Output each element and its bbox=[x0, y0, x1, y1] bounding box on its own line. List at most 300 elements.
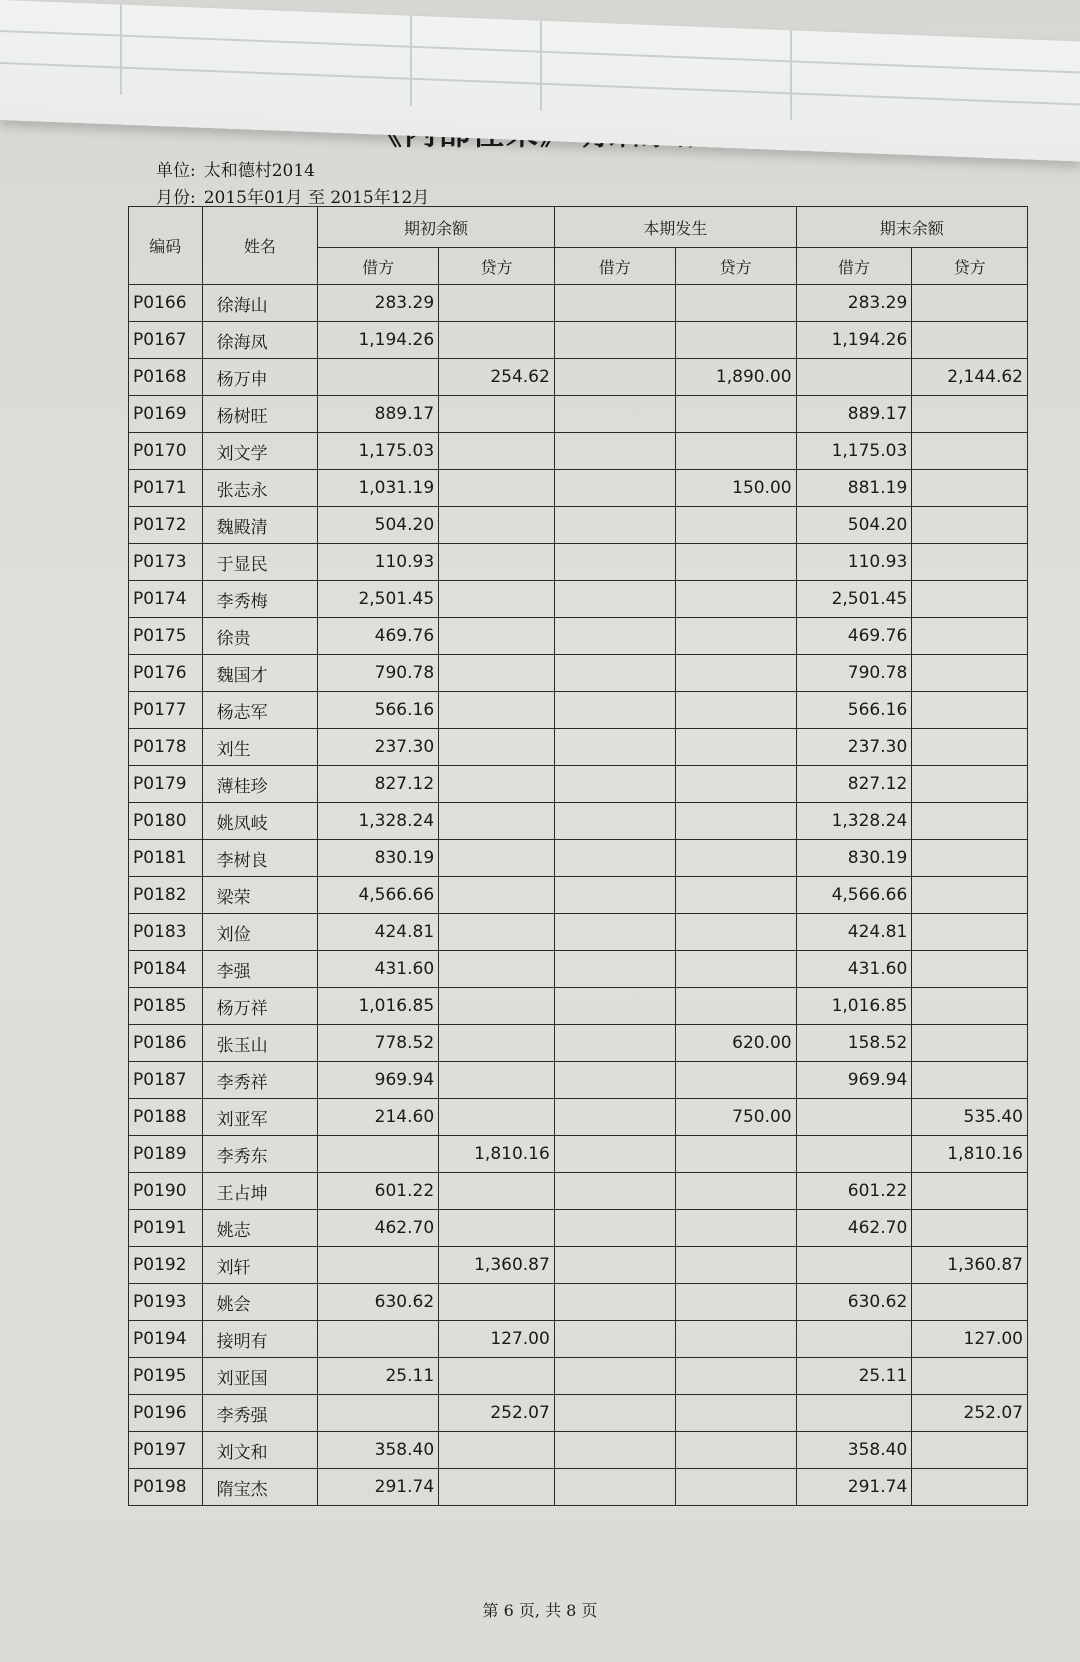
row-name: 姚凤岐 bbox=[202, 803, 318, 840]
row-code: P0189 bbox=[129, 1136, 203, 1173]
closing-credit bbox=[912, 914, 1028, 951]
current-credit bbox=[675, 840, 796, 877]
opening-debit: 110.93 bbox=[318, 544, 439, 581]
row-code: P0177 bbox=[129, 692, 203, 729]
header-closing: 期末余额 bbox=[796, 207, 1027, 248]
row-name: 杨万祥 bbox=[202, 988, 318, 1025]
table-row bbox=[129, 914, 1028, 951]
current-credit bbox=[675, 877, 796, 914]
opening-credit: 1,360.87 bbox=[439, 1247, 555, 1284]
table-row bbox=[129, 951, 1028, 988]
closing-debit: 469.76 bbox=[796, 618, 912, 655]
closing-credit bbox=[912, 1358, 1028, 1395]
table-row bbox=[129, 1099, 1028, 1136]
row-code: P0195 bbox=[129, 1358, 203, 1395]
table-row bbox=[129, 988, 1028, 1025]
closing-debit bbox=[796, 1136, 912, 1173]
row-code: P0170 bbox=[129, 433, 203, 470]
current-debit bbox=[554, 840, 675, 877]
closing-debit: 601.22 bbox=[796, 1173, 912, 1210]
row-code: P0176 bbox=[129, 655, 203, 692]
current-debit bbox=[554, 766, 675, 803]
closing-credit: 535.40 bbox=[912, 1099, 1028, 1136]
unit-line bbox=[156, 156, 315, 181]
table-row bbox=[129, 1247, 1028, 1284]
row-name: 李秀东 bbox=[202, 1136, 318, 1173]
opening-debit: 462.70 bbox=[318, 1210, 439, 1247]
row-name: 刘文学 bbox=[202, 433, 318, 470]
current-credit bbox=[675, 618, 796, 655]
row-name: 徐海凤 bbox=[202, 322, 318, 359]
opening-debit: 4,566.66 bbox=[318, 877, 439, 914]
row-code: P0169 bbox=[129, 396, 203, 433]
closing-debit bbox=[796, 1395, 912, 1432]
current-credit bbox=[675, 729, 796, 766]
opening-credit: 1,810.16 bbox=[439, 1136, 555, 1173]
page-footer: 第 6 页, 共 8 页 bbox=[482, 1601, 598, 1620]
current-credit bbox=[675, 655, 796, 692]
opening-credit bbox=[439, 803, 555, 840]
row-code: P0194 bbox=[129, 1321, 203, 1358]
closing-credit bbox=[912, 655, 1028, 692]
opening-credit bbox=[439, 1432, 555, 1469]
closing-debit: 462.70 bbox=[796, 1210, 912, 1247]
opening-debit: 1,175.03 bbox=[318, 433, 439, 470]
opening-credit bbox=[439, 470, 555, 507]
row-name: 刘轩 bbox=[202, 1247, 318, 1284]
opening-credit bbox=[439, 1469, 555, 1506]
closing-debit: 291.74 bbox=[796, 1469, 912, 1506]
current-debit bbox=[554, 1136, 675, 1173]
current-credit bbox=[675, 322, 796, 359]
row-code: P0171 bbox=[129, 470, 203, 507]
current-credit bbox=[675, 285, 796, 322]
opening-debit: 504.20 bbox=[318, 507, 439, 544]
current-credit bbox=[675, 507, 796, 544]
table-row bbox=[129, 1321, 1028, 1358]
opening-credit bbox=[439, 951, 555, 988]
opening-debit: 291.74 bbox=[318, 1469, 439, 1506]
closing-credit: 127.00 bbox=[912, 1321, 1028, 1358]
header-opening-credit: 贷方 bbox=[439, 248, 555, 285]
unit-value: 太和德村2014 bbox=[203, 161, 315, 181]
closing-credit bbox=[912, 877, 1028, 914]
table-row bbox=[129, 692, 1028, 729]
table-row bbox=[129, 507, 1028, 544]
row-name: 薄桂珍 bbox=[202, 766, 318, 803]
current-credit bbox=[675, 766, 796, 803]
closing-credit bbox=[912, 766, 1028, 803]
opening-debit: 237.30 bbox=[318, 729, 439, 766]
opening-debit: 778.52 bbox=[318, 1025, 439, 1062]
closing-debit: 1,328.24 bbox=[796, 803, 912, 840]
opening-debit: 283.29 bbox=[318, 285, 439, 322]
row-name: 徐海山 bbox=[202, 285, 318, 322]
current-debit bbox=[554, 1469, 675, 1506]
row-name: 梁荣 bbox=[202, 877, 318, 914]
opening-credit bbox=[439, 1062, 555, 1099]
header-current-debit: 借方 bbox=[554, 248, 675, 285]
current-debit bbox=[554, 1247, 675, 1284]
opening-credit bbox=[439, 729, 555, 766]
row-code: P0181 bbox=[129, 840, 203, 877]
current-debit bbox=[554, 951, 675, 988]
current-debit bbox=[554, 359, 675, 396]
table-row bbox=[129, 470, 1028, 507]
closing-debit: 889.17 bbox=[796, 396, 912, 433]
opening-debit: 2,501.45 bbox=[318, 581, 439, 618]
opening-debit: 790.78 bbox=[318, 655, 439, 692]
closing-credit: 1,810.16 bbox=[912, 1136, 1028, 1173]
row-name: 李秀强 bbox=[202, 1395, 318, 1432]
current-credit: 750.00 bbox=[675, 1099, 796, 1136]
table-row bbox=[129, 618, 1028, 655]
opening-debit: 827.12 bbox=[318, 766, 439, 803]
row-name: 魏殿清 bbox=[202, 507, 318, 544]
current-debit bbox=[554, 581, 675, 618]
current-debit bbox=[554, 877, 675, 914]
opening-debit: 25.11 bbox=[318, 1358, 439, 1395]
closing-debit: 283.29 bbox=[796, 285, 912, 322]
current-debit bbox=[554, 655, 675, 692]
opening-credit bbox=[439, 692, 555, 729]
closing-credit bbox=[912, 803, 1028, 840]
closing-debit bbox=[796, 1321, 912, 1358]
row-code: P0173 bbox=[129, 544, 203, 581]
opening-credit bbox=[439, 1210, 555, 1247]
opening-credit bbox=[439, 285, 555, 322]
table-row bbox=[129, 1432, 1028, 1469]
row-code: P0185 bbox=[129, 988, 203, 1025]
row-name: 张玉山 bbox=[202, 1025, 318, 1062]
row-code: P0186 bbox=[129, 1025, 203, 1062]
closing-debit: 424.81 bbox=[796, 914, 912, 951]
table-row bbox=[129, 729, 1028, 766]
current-credit bbox=[675, 1321, 796, 1358]
row-code: P0172 bbox=[129, 507, 203, 544]
closing-credit bbox=[912, 1173, 1028, 1210]
row-code: P0184 bbox=[129, 951, 203, 988]
opening-credit bbox=[439, 1025, 555, 1062]
current-credit bbox=[675, 581, 796, 618]
closing-credit bbox=[912, 692, 1028, 729]
opening-credit bbox=[439, 322, 555, 359]
closing-credit bbox=[912, 544, 1028, 581]
current-credit bbox=[675, 433, 796, 470]
header-opening: 期初余额 bbox=[318, 207, 555, 248]
row-code: P0188 bbox=[129, 1099, 203, 1136]
opening-credit: 127.00 bbox=[439, 1321, 555, 1358]
closing-debit: 2,501.45 bbox=[796, 581, 912, 618]
closing-credit bbox=[912, 1469, 1028, 1506]
closing-debit: 358.40 bbox=[796, 1432, 912, 1469]
closing-credit bbox=[912, 507, 1028, 544]
closing-debit: 827.12 bbox=[796, 766, 912, 803]
closing-credit bbox=[912, 988, 1028, 1025]
opening-debit: 469.76 bbox=[318, 618, 439, 655]
current-debit bbox=[554, 433, 675, 470]
header-opening-debit: 借方 bbox=[318, 248, 439, 285]
table-row bbox=[129, 396, 1028, 433]
table-row bbox=[129, 840, 1028, 877]
closing-credit bbox=[912, 396, 1028, 433]
opening-debit: 969.94 bbox=[318, 1062, 439, 1099]
overlapping-sheet bbox=[0, 0, 1080, 161]
current-debit bbox=[554, 1284, 675, 1321]
table-row bbox=[129, 1173, 1028, 1210]
row-name: 王占坤 bbox=[202, 1173, 318, 1210]
current-credit bbox=[675, 914, 796, 951]
closing-debit: 237.30 bbox=[796, 729, 912, 766]
current-credit: 150.00 bbox=[675, 470, 796, 507]
table-row bbox=[129, 359, 1028, 396]
row-name: 张志永 bbox=[202, 470, 318, 507]
current-credit: 1,890.00 bbox=[675, 359, 796, 396]
row-code: P0193 bbox=[129, 1284, 203, 1321]
opening-credit bbox=[439, 544, 555, 581]
table-row bbox=[129, 766, 1028, 803]
row-name: 杨志军 bbox=[202, 692, 318, 729]
opening-credit bbox=[439, 507, 555, 544]
closing-credit: 2,144.62 bbox=[912, 359, 1028, 396]
row-name: 刘亚军 bbox=[202, 1099, 318, 1136]
closing-credit bbox=[912, 581, 1028, 618]
row-code: P0179 bbox=[129, 766, 203, 803]
closing-debit: 431.60 bbox=[796, 951, 912, 988]
current-credit bbox=[675, 1284, 796, 1321]
table-row bbox=[129, 322, 1028, 359]
row-code: P0196 bbox=[129, 1395, 203, 1432]
table-row bbox=[129, 581, 1028, 618]
row-code: P0183 bbox=[129, 914, 203, 951]
current-credit bbox=[675, 803, 796, 840]
closing-debit: 566.16 bbox=[796, 692, 912, 729]
row-name: 魏国才 bbox=[202, 655, 318, 692]
row-name: 刘俭 bbox=[202, 914, 318, 951]
current-credit bbox=[675, 1247, 796, 1284]
closing-debit bbox=[796, 1099, 912, 1136]
current-debit bbox=[554, 692, 675, 729]
opening-credit bbox=[439, 618, 555, 655]
opening-debit: 889.17 bbox=[318, 396, 439, 433]
opening-credit bbox=[439, 840, 555, 877]
row-name: 姚志 bbox=[202, 1210, 318, 1247]
current-debit bbox=[554, 1099, 675, 1136]
current-credit bbox=[675, 544, 796, 581]
current-debit bbox=[554, 1358, 675, 1395]
opening-debit bbox=[318, 1136, 439, 1173]
closing-credit bbox=[912, 433, 1028, 470]
opening-debit: 1,194.26 bbox=[318, 322, 439, 359]
row-name: 李树良 bbox=[202, 840, 318, 877]
opening-credit bbox=[439, 433, 555, 470]
table-row bbox=[129, 433, 1028, 470]
row-code: P0178 bbox=[129, 729, 203, 766]
opening-credit bbox=[439, 914, 555, 951]
closing-credit bbox=[912, 470, 1028, 507]
opening-debit bbox=[318, 1395, 439, 1432]
closing-debit: 4,566.66 bbox=[796, 877, 912, 914]
current-debit bbox=[554, 507, 675, 544]
current-credit bbox=[675, 951, 796, 988]
current-credit: 620.00 bbox=[675, 1025, 796, 1062]
row-name: 于显民 bbox=[202, 544, 318, 581]
opening-debit: 630.62 bbox=[318, 1284, 439, 1321]
closing-debit bbox=[796, 1247, 912, 1284]
opening-credit bbox=[439, 655, 555, 692]
closing-debit: 158.52 bbox=[796, 1025, 912, 1062]
row-name: 徐贵 bbox=[202, 618, 318, 655]
current-credit bbox=[675, 1136, 796, 1173]
opening-credit bbox=[439, 766, 555, 803]
table-row bbox=[129, 877, 1028, 914]
row-name: 刘文和 bbox=[202, 1432, 318, 1469]
table-row bbox=[129, 1284, 1028, 1321]
closing-credit bbox=[912, 322, 1028, 359]
opening-credit bbox=[439, 396, 555, 433]
opening-credit bbox=[439, 1358, 555, 1395]
opening-debit: 214.60 bbox=[318, 1099, 439, 1136]
current-debit bbox=[554, 729, 675, 766]
row-code: P0180 bbox=[129, 803, 203, 840]
closing-credit bbox=[912, 1432, 1028, 1469]
table-row bbox=[129, 1210, 1028, 1247]
current-credit bbox=[675, 1469, 796, 1506]
closing-debit: 110.93 bbox=[796, 544, 912, 581]
current-credit bbox=[675, 1173, 796, 1210]
row-name: 隋宝杰 bbox=[202, 1469, 318, 1506]
current-debit bbox=[554, 1210, 675, 1247]
closing-debit: 1,016.85 bbox=[796, 988, 912, 1025]
row-code: P0182 bbox=[129, 877, 203, 914]
table-row bbox=[129, 544, 1028, 581]
opening-credit bbox=[439, 1173, 555, 1210]
closing-debit: 830.19 bbox=[796, 840, 912, 877]
row-name: 李强 bbox=[202, 951, 318, 988]
unit-label: 单位: bbox=[156, 161, 196, 181]
current-debit bbox=[554, 988, 675, 1025]
closing-debit: 504.20 bbox=[796, 507, 912, 544]
row-name: 杨万申 bbox=[202, 359, 318, 396]
closing-credit: 1,360.87 bbox=[912, 1247, 1028, 1284]
opening-debit bbox=[318, 359, 439, 396]
opening-debit: 431.60 bbox=[318, 951, 439, 988]
table-row bbox=[129, 803, 1028, 840]
current-credit bbox=[675, 692, 796, 729]
closing-credit bbox=[912, 951, 1028, 988]
opening-debit: 1,031.19 bbox=[318, 470, 439, 507]
row-name: 杨树旺 bbox=[202, 396, 318, 433]
opening-debit: 1,016.85 bbox=[318, 988, 439, 1025]
opening-debit: 424.81 bbox=[318, 914, 439, 951]
opening-credit: 254.62 bbox=[439, 359, 555, 396]
opening-debit bbox=[318, 1321, 439, 1358]
table-row bbox=[129, 1358, 1028, 1395]
opening-credit bbox=[439, 1099, 555, 1136]
month-line bbox=[156, 183, 429, 208]
opening-debit bbox=[318, 1247, 439, 1284]
row-code: P0187 bbox=[129, 1062, 203, 1099]
current-debit bbox=[554, 1432, 675, 1469]
closing-credit bbox=[912, 618, 1028, 655]
header-current: 本期发生 bbox=[554, 207, 796, 248]
current-credit bbox=[675, 1395, 796, 1432]
closing-credit bbox=[912, 1025, 1028, 1062]
row-name: 李秀祥 bbox=[202, 1062, 318, 1099]
month-value: 2015年01月 至 2015年12月 bbox=[203, 188, 430, 208]
month-label: 月份: bbox=[156, 188, 196, 208]
current-credit bbox=[675, 1210, 796, 1247]
closing-debit: 881.19 bbox=[796, 470, 912, 507]
row-code: P0191 bbox=[129, 1210, 203, 1247]
row-code: P0197 bbox=[129, 1432, 203, 1469]
opening-credit: 252.07 bbox=[439, 1395, 555, 1432]
opening-credit bbox=[439, 988, 555, 1025]
opening-credit bbox=[439, 1284, 555, 1321]
closing-debit: 969.94 bbox=[796, 1062, 912, 1099]
table-row bbox=[129, 1062, 1028, 1099]
closing-credit bbox=[912, 729, 1028, 766]
table-row bbox=[129, 1025, 1028, 1062]
row-name: 李秀梅 bbox=[202, 581, 318, 618]
closing-debit: 1,175.03 bbox=[796, 433, 912, 470]
current-debit bbox=[554, 803, 675, 840]
closing-debit: 790.78 bbox=[796, 655, 912, 692]
closing-debit: 1,194.26 bbox=[796, 322, 912, 359]
current-debit bbox=[554, 1025, 675, 1062]
current-debit bbox=[554, 618, 675, 655]
closing-debit: 25.11 bbox=[796, 1358, 912, 1395]
header-name: 姓名 bbox=[202, 207, 318, 285]
row-code: P0174 bbox=[129, 581, 203, 618]
current-credit bbox=[675, 988, 796, 1025]
ledger-table bbox=[128, 206, 1028, 1506]
current-debit bbox=[554, 914, 675, 951]
current-debit bbox=[554, 1173, 675, 1210]
current-debit bbox=[554, 544, 675, 581]
current-credit bbox=[675, 1062, 796, 1099]
opening-debit: 1,328.24 bbox=[318, 803, 439, 840]
current-credit bbox=[675, 1358, 796, 1395]
closing-credit: 252.07 bbox=[912, 1395, 1028, 1432]
row-code: P0198 bbox=[129, 1469, 203, 1506]
current-credit bbox=[675, 396, 796, 433]
row-code: P0190 bbox=[129, 1173, 203, 1210]
table-row bbox=[129, 1136, 1028, 1173]
table-row bbox=[129, 1395, 1028, 1432]
opening-debit: 830.19 bbox=[318, 840, 439, 877]
closing-debit: 630.62 bbox=[796, 1284, 912, 1321]
table-row bbox=[129, 1469, 1028, 1506]
current-debit bbox=[554, 396, 675, 433]
header-current-credit: 贷方 bbox=[675, 248, 796, 285]
current-debit bbox=[554, 322, 675, 359]
closing-debit bbox=[796, 359, 912, 396]
row-code: P0166 bbox=[129, 285, 203, 322]
opening-credit bbox=[439, 877, 555, 914]
table-row bbox=[129, 655, 1028, 692]
row-name: 姚会 bbox=[202, 1284, 318, 1321]
current-debit bbox=[554, 1395, 675, 1432]
row-code: P0168 bbox=[129, 359, 203, 396]
table-row bbox=[129, 285, 1028, 322]
header-code: 编码 bbox=[129, 207, 203, 285]
current-credit bbox=[675, 1432, 796, 1469]
closing-credit bbox=[912, 285, 1028, 322]
header-closing-credit: 贷方 bbox=[912, 248, 1028, 285]
current-debit bbox=[554, 1321, 675, 1358]
header-closing-debit: 借方 bbox=[796, 248, 912, 285]
